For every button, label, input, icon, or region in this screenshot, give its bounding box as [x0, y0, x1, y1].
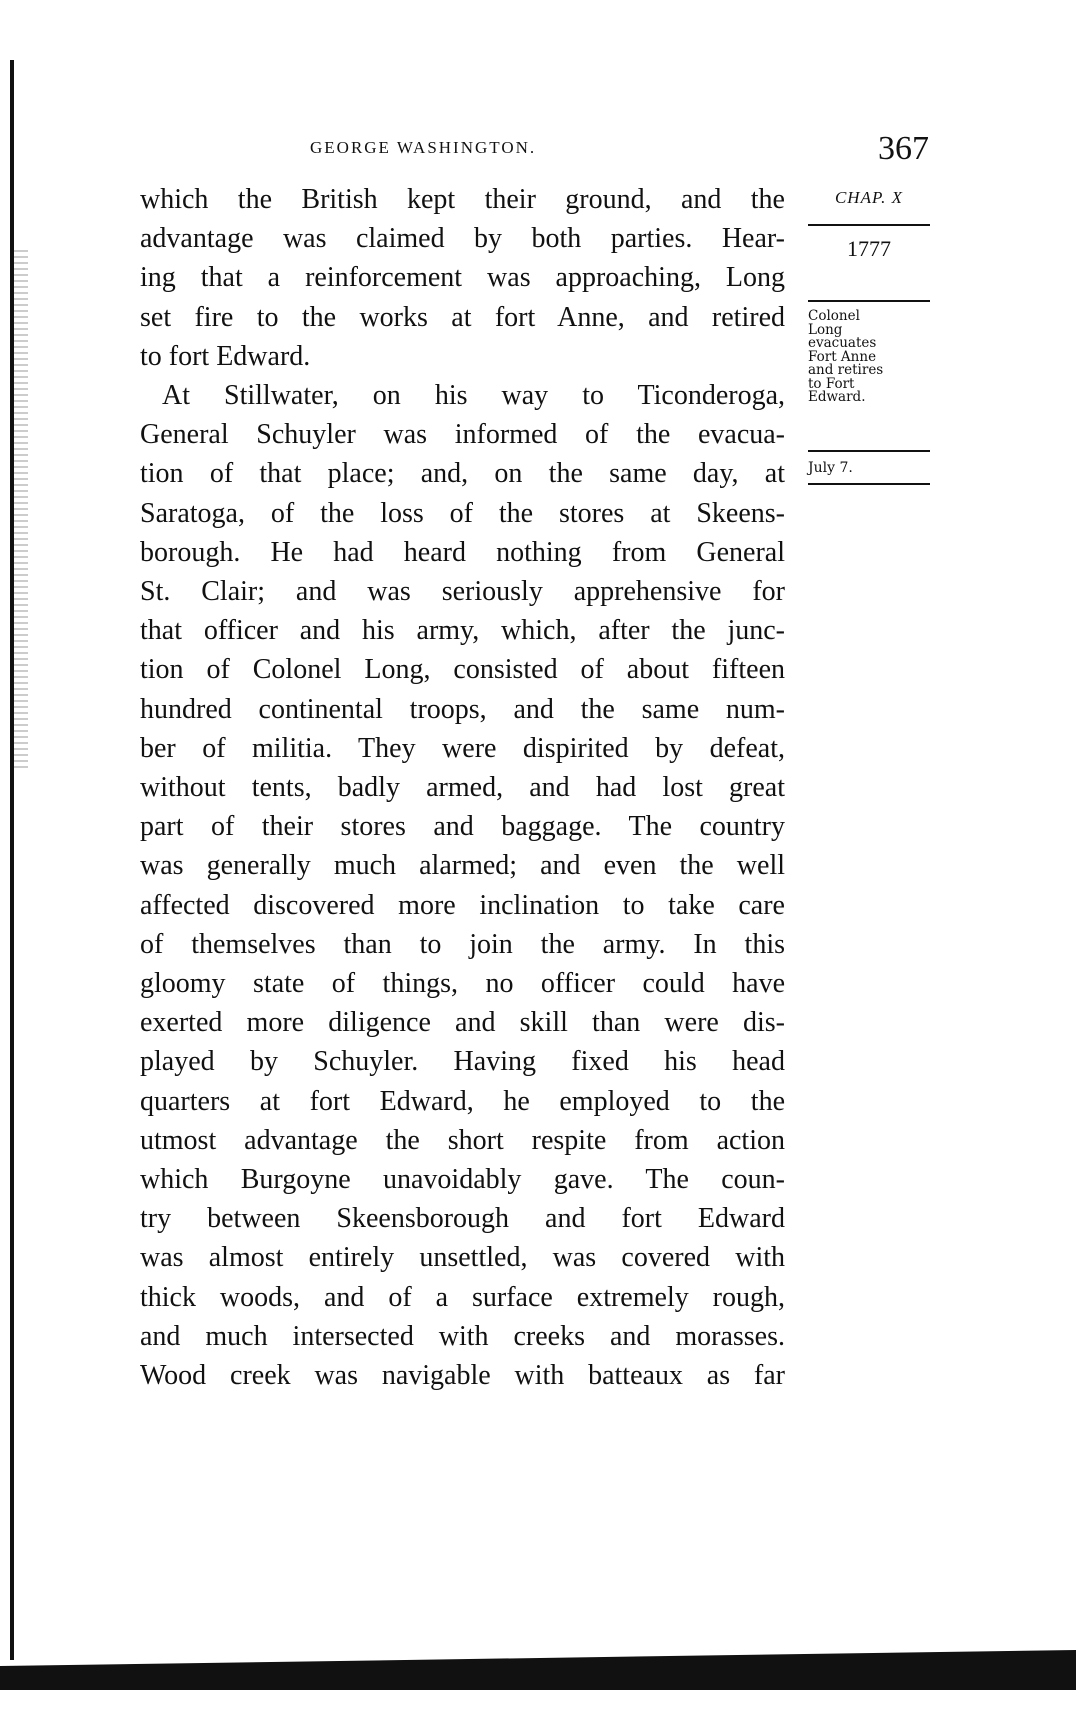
text-line: part of their stores and baggage. The country — [140, 811, 785, 843]
text-line: At Stillwater, on his way to Ticonderoga, — [162, 380, 785, 412]
text-line: St. Clair; and was seriously apprehensive for — [140, 576, 785, 608]
text-line: ing that a reinforcement was approaching, Long — [140, 262, 785, 294]
margin-rule — [808, 224, 930, 226]
scan-bottom-shadow — [0, 1650, 1076, 1690]
text-line: ber of militia. They were dispirited by defeat, — [140, 732, 785, 764]
text-line: utmost advantage the short respite from action — [140, 1124, 785, 1156]
text-line: try between Skeensborough and fort Edward — [140, 1203, 785, 1235]
margin-note-line: Fort Anne — [808, 348, 877, 365]
text-line: without tents, badly armed, and had lost great — [140, 772, 785, 804]
text-line: exerted more diligence and skill than were dis- — [140, 1007, 785, 1039]
scan-noise — [14, 250, 28, 770]
text-line: advantage was claimed by both parties. Hear- — [140, 223, 785, 255]
text-line: gloomy state of things, no officer could have — [140, 968, 785, 1000]
margin-date: July 7. — [808, 460, 853, 476]
margin-chapter: CHAP. X — [834, 188, 904, 207]
margin-note-line: Long — [808, 321, 843, 338]
text-line: Saratoga, of the loss of the stores at Skeens- — [140, 497, 785, 529]
margin-note — [808, 310, 930, 405]
text-line: tion of that place; and, on the same day, at — [140, 458, 785, 490]
text-line: borough. He had heard nothing from General — [140, 536, 785, 568]
margin-year: 1777 — [847, 236, 891, 261]
text-line: of themselves than to join the army. In this — [140, 928, 785, 960]
text-line: played by Schuyler. Having fixed his head — [140, 1046, 785, 1078]
margin-note-line: Edward. — [808, 389, 866, 405]
page-number: 367 — [878, 130, 929, 167]
running-head: GEORGE WASHINGTON. — [310, 138, 537, 157]
margin-rule — [808, 450, 930, 452]
text-line: was almost entirely unsettled, was covered with — [140, 1242, 785, 1274]
text-line: General Schuyler was informed of the evacua- — [140, 419, 785, 451]
text-line: and much intersected with creeks and morasses. — [140, 1320, 785, 1352]
margin-note-line: Colonel — [808, 308, 860, 324]
margin-note-line: evacuates — [808, 335, 877, 351]
text-line: to fort Edward. — [140, 340, 311, 372]
text-line: hundred continental troops, and the same num- — [140, 693, 785, 725]
text-line: tion of Colonel Long, consisted of about fifteen — [140, 654, 785, 686]
text-line: that officer and his army, which, after the junc- — [140, 615, 785, 647]
text-line: quarters at fort Edward, he employed to the — [140, 1085, 785, 1117]
text-line: was generally much alarmed; and even the well — [140, 850, 785, 882]
margin-rule — [808, 300, 930, 302]
text-line: affected discovered more inclination to take care — [140, 889, 785, 921]
margin-rule — [808, 483, 930, 485]
text-line: thick woods, and of a surface extremely rough, — [140, 1281, 785, 1313]
text-line: which the British kept their ground, and the — [140, 184, 785, 215]
body-text — [140, 180, 785, 1395]
margin-note-line: and retires — [808, 362, 884, 378]
text-line: Wood creek was navigable with batteaux as far — [140, 1360, 785, 1392]
margin-note-line: to Fort — [808, 375, 855, 392]
text-line: which Burgoyne unavoidably gave. The coun- — [140, 1164, 785, 1196]
text-line: set fire to the works at fort Anne, and retired — [140, 301, 785, 333]
